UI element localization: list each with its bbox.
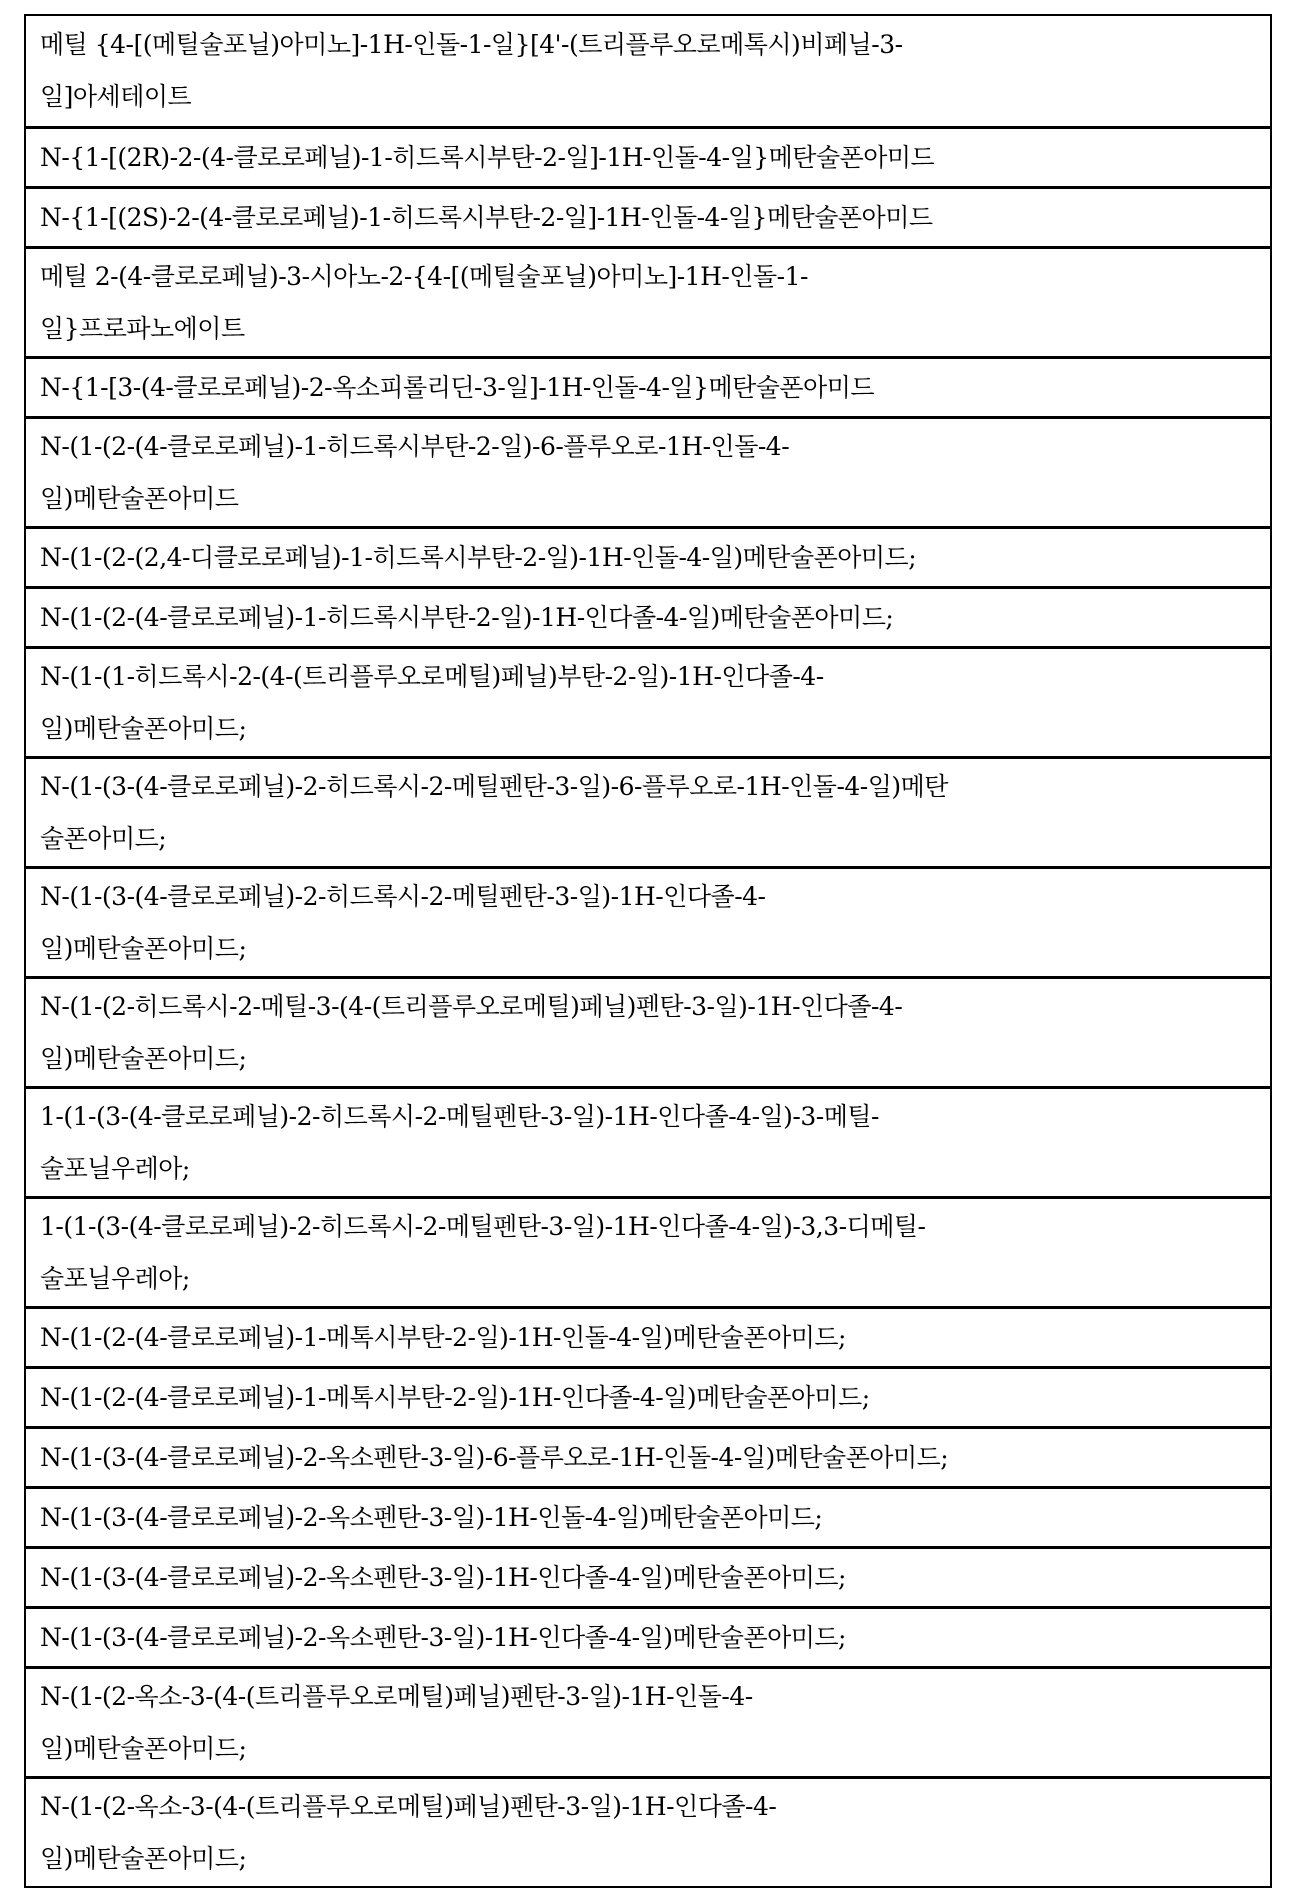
compound-name-line: N-(1-(2-옥소-3-(4-(트리플루오로메틸)페닐)펜탄-3-일)-1H-인다졸-4-: [40, 1781, 1256, 1833]
compound-name-line: N-(1-(2-(4-클로로페닐)-1-히드록시부탄-2-일)-1H-인다졸-4-일)메탄술폰아미드;: [40, 592, 1256, 644]
compound-name-line: 술포닐우레아;: [40, 1143, 1256, 1195]
table-row: [26, 1776, 1270, 1886]
compound-name-line: 1-(1-(3-(4-클로로페닐)-2-히드록시-2-메틸펜탄-3-일)-1H-인다졸-4-일)-3-메틸-: [40, 1091, 1256, 1143]
table-row: [26, 1606, 1270, 1666]
table-row: [26, 186, 1270, 246]
table-row: [26, 416, 1270, 526]
table-row: [26, 976, 1270, 1086]
compound-name-line: 일)메탄술폰아미드: [40, 473, 1256, 525]
compound-name-line: N-(1-(3-(4-클로로페닐)-2-옥소펜탄-3-일)-1H-인다졸-4-일)메탄술폰아미드;: [40, 1552, 1256, 1604]
table-row: [26, 1086, 1270, 1196]
compound-name-line: N-(1-(2-옥소-3-(4-(트리플루오로메틸)페닐)펜탄-3-일)-1H-인돌-4-: [40, 1671, 1256, 1723]
compound-name-line: N-(1-(3-(4-클로로페닐)-2-옥소펜탄-3-일)-1H-인다졸-4-일)메탄술폰아미드;: [40, 1612, 1256, 1664]
table-row: [26, 1486, 1270, 1546]
compound-name-line: 일}프로파노에이트: [40, 303, 1256, 355]
compound-table: [24, 14, 1272, 1888]
compound-name-line: N-(1-(1-히드록시-2-(4-(트리플루오로메틸)페닐)부탄-2-일)-1H-인다졸-4-: [40, 651, 1256, 703]
compound-name-line: 일]아세테이트: [40, 71, 1256, 123]
compound-name-line: 일)메탄술폰아미드;: [40, 703, 1256, 755]
compound-name-line: N-(1-(3-(4-클로로페닐)-2-옥소펜탄-3-일)-6-플루오로-1H-인돌-4-일)메탄술폰아미드;: [40, 1432, 1256, 1484]
table-row: [26, 16, 1270, 126]
compound-name-line: N-{1-[(2R)-2-(4-클로로페닐)-1-히드록시부탄-2-일]-1H-인돌-4-일}메탄술폰아미드: [40, 132, 1256, 184]
compound-name-line: 일)메탄술폰아미드;: [40, 1723, 1256, 1775]
compound-name-line: N-(1-(3-(4-클로로페닐)-2-히드록시-2-메틸펜탄-3-일)-1H-인다졸-4-: [40, 871, 1256, 923]
table-row: [26, 866, 1270, 976]
compound-name-line: 술폰아미드;: [40, 813, 1256, 865]
compound-name-line: N-{1-[(2S)-2-(4-클로로페닐)-1-히드록시부탄-2-일]-1H-인돌-4-일}메탄술폰아미드: [40, 192, 1256, 244]
compound-name-line: N-(1-(2-(2,4-디클로로페닐)-1-히드록시부탄-2-일)-1H-인돌-4-일)메탄술폰아미드;: [40, 532, 1256, 584]
compound-name-line: N-{1-[3-(4-클로로페닐)-2-옥소피롤리딘-3-일]-1H-인돌-4-일}메탄술폰아미드: [40, 362, 1256, 414]
table-row: [26, 1546, 1270, 1606]
table-row: [26, 756, 1270, 866]
compound-name-line: N-(1-(3-(4-클로로페닐)-2-히드록시-2-메틸펜탄-3-일)-6-플루오로-1H-인돌-4-일)메탄: [40, 761, 1256, 813]
compound-name-line: 메틸 2-(4-클로로페닐)-3-시아노-2-{4-[(메틸술포닐)아미노]-1H-인돌-1-: [40, 251, 1256, 303]
compound-name-line: 1-(1-(3-(4-클로로페닐)-2-히드록시-2-메틸펜탄-3-일)-1H-인다졸-4-일)-3,3-디메틸-: [40, 1201, 1256, 1253]
compound-name-line: N-(1-(2-히드록시-2-메틸-3-(4-(트리플루오로메틸)페닐)펜탄-3-일)-1H-인다졸-4-: [40, 981, 1256, 1033]
compound-name-line: 일)메탄술폰아미드;: [40, 923, 1256, 975]
table-row: [26, 526, 1270, 586]
compound-name-line: N-(1-(2-(4-클로로페닐)-1-메톡시부탄-2-일)-1H-인다졸-4-일)메탄술폰아미드;: [40, 1372, 1256, 1424]
table-row: [26, 1426, 1270, 1486]
compound-name-line: N-(1-(2-(4-클로로페닐)-1-히드록시부탄-2-일)-6-플루오로-1H-인돌-4-: [40, 421, 1256, 473]
table-row: [26, 246, 1270, 356]
table-row: [26, 126, 1270, 186]
compound-name-line: 메틸 {4-[(메틸술포닐)아미노]-1H-인돌-1-일}[4'-(트리플루오로메톡시)비페닐-3-: [40, 19, 1256, 71]
compound-name-line: N-(1-(3-(4-클로로페닐)-2-옥소펜탄-3-일)-1H-인돌-4-일)메탄술폰아미드;: [40, 1492, 1256, 1544]
table-row: [26, 1366, 1270, 1426]
table-row: [26, 586, 1270, 646]
table-row: [26, 1196, 1270, 1306]
compound-name-line: 일)메탄술폰아미드;: [40, 1033, 1256, 1085]
table-row: [26, 1306, 1270, 1366]
table-row: [26, 356, 1270, 416]
compound-name-line: N-(1-(2-(4-클로로페닐)-1-메톡시부탄-2-일)-1H-인돌-4-일)메탄술폰아미드;: [40, 1312, 1256, 1364]
compound-name-line: 일)메탄술폰아미드;: [40, 1833, 1256, 1885]
compound-name-line: 술포닐우레아;: [40, 1253, 1256, 1305]
table-row: [26, 1666, 1270, 1776]
table-row: [26, 646, 1270, 756]
